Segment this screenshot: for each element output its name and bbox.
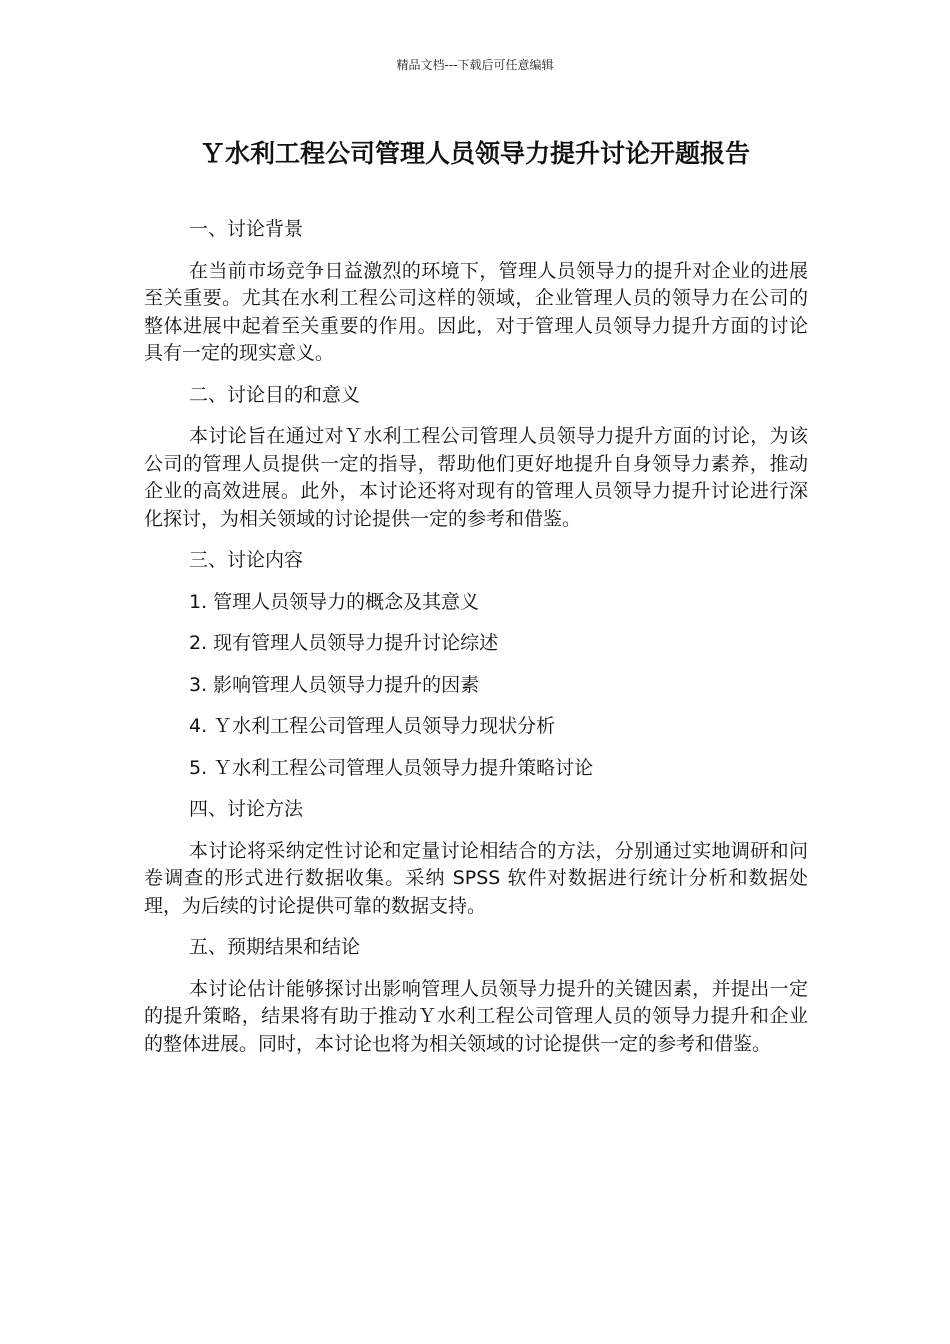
document-title: Ｙ水利工程公司管理人员领导力提升讨论开题报告 [199, 139, 750, 168]
list-item: 3. 影响管理人员领导力提升的因素 [189, 673, 480, 696]
list-item: 4. Ｙ水利工程公司管理人员领导力现状分析 [189, 715, 556, 737]
document-body [144, 216, 808, 1072]
list-item: 2. 现有管理人员领导力提升讨论综述 [189, 632, 499, 654]
section-heading-background: 一、讨论背景 [189, 218, 304, 240]
section-paragraph-expected-results: 本讨论估计能够探讨出影响管理人员领导力提升的关键因素，并提出一定的提升策略，结果将有助于推动Ｙ水利工程公司管理人员的领导力提升和企业的整体进展。同时，本讨论也将为相关领域的讨论提供一定的参考和借鉴。 [144, 977, 808, 1055]
list-item: 5. Ｙ水利工程公司管理人员领导力提升策略讨论 [189, 756, 594, 779]
section-heading-method: 四、讨论方法 [189, 798, 304, 820]
page-header-note: 精品文档---下载后可任意编辑 [396, 58, 554, 72]
content-list [144, 589, 808, 783]
list-item: 1. 管理人员领导力的概念及其意义 [189, 590, 480, 613]
section-heading-purpose: 二、讨论目的和意义 [189, 383, 361, 406]
section-heading-content: 三、讨论内容 [189, 549, 304, 571]
section-paragraph-background: 在当前市场竞争日益激烈的环境下，管理人员领导力的提升对企业的进展至关重要。尤其在水利工程公司这样的领域，企业管理人员的领导力在公司的整体进展中起着至关重要的作用。因此，对于管理人员领导力提升方面的讨论具有一定的现实意义。 [144, 259, 808, 364]
section-heading-expected-results: 五、预期结果和结论 [189, 936, 361, 958]
section-paragraph-purpose: 本讨论旨在通过对Ｙ水利工程公司管理人员领导力提升方面的讨论，为该公司的管理人员提供一定的指导，帮助他们更好地提升自身领导力素养，推动企业的高效进展。此外，本讨论还将对现有的管理人员领导力提升讨论进行深化探讨，为相关领域的讨论提供一定的参考和借鉴。 [144, 425, 808, 530]
section-paragraph-method: 本讨论将采纳定性讨论和定量讨论相结合的方法，分别通过实地调研和问卷调查的形式进行数据收集。采纳 SPSS 软件对数据进行统计分析和数据处理，为后续的讨论提供可靠的数据支持。 [144, 839, 808, 917]
